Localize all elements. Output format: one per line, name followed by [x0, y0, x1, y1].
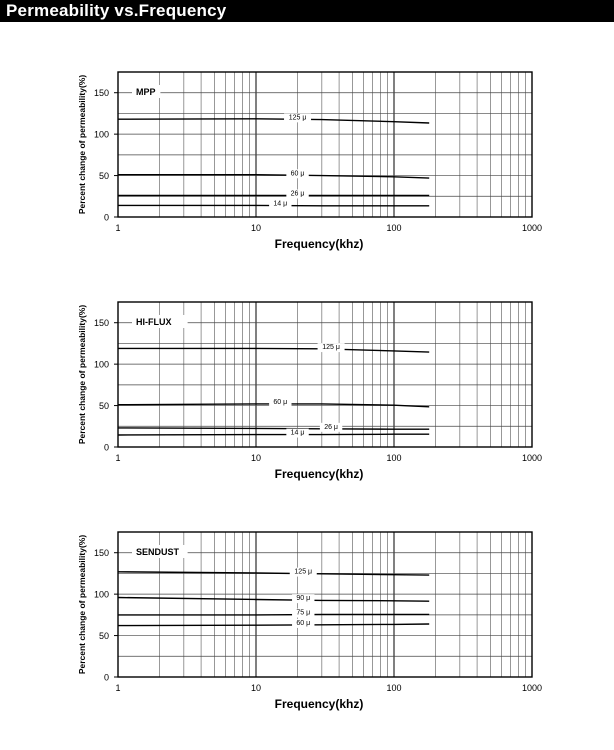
series-label-125: 125 μ — [289, 114, 307, 121]
x-tick-label: 100 — [386, 453, 401, 463]
series-line-60-mpp — [118, 175, 429, 178]
series-line-60-sendust — [118, 624, 429, 626]
x-tick-label: 1000 — [522, 223, 542, 233]
y-tick-label: 150 — [94, 548, 109, 558]
chart-hi-flux — [0, 290, 614, 520]
series-label-60: 60 μ — [296, 620, 310, 627]
y-tick-label: 50 — [99, 631, 109, 641]
x-tick-label: 1000 — [522, 453, 542, 463]
y-tick-label: 150 — [94, 88, 109, 98]
y-tick-label: 50 — [99, 171, 109, 181]
series-line-26-hi-flux — [118, 428, 429, 429]
chart-title: MPP — [136, 87, 156, 97]
y-axis-label: Percent change of permeability(%) — [77, 305, 87, 445]
x-tick-label: 10 — [251, 223, 261, 233]
x-tick-label: 100 — [386, 223, 401, 233]
y-tick-label: 0 — [104, 673, 109, 683]
series-line-125-hi-flux — [118, 348, 429, 352]
series-line-90-sendust — [118, 598, 429, 602]
y-tick-label: 100 — [94, 590, 109, 600]
x-tick-label: 10 — [251, 453, 261, 463]
series-label-60: 60 μ — [291, 170, 305, 177]
x-axis-label: Frequency(khz) — [275, 237, 364, 251]
chart-title: SENDUST — [136, 547, 180, 557]
chart-panel-mpp — [0, 60, 614, 290]
series-label-14: 14 μ — [291, 430, 305, 437]
y-axis-label: Percent change of permeability(%) — [77, 535, 87, 675]
x-axis-label: Frequency(khz) — [275, 697, 364, 711]
x-tick-label: 1 — [115, 453, 120, 463]
x-axis-label: Frequency(khz) — [275, 467, 364, 481]
y-axis-label: Percent change of permeability(%) — [77, 75, 87, 215]
series-label-14: 14 μ — [273, 201, 287, 208]
series-label-125: 125 μ — [322, 344, 340, 351]
series-label-125: 125 μ — [294, 569, 312, 576]
chart-sendust — [0, 520, 614, 716]
series-label-60: 60 μ — [273, 399, 287, 406]
y-tick-label: 150 — [94, 318, 109, 328]
series-label-90: 90 μ — [296, 595, 310, 602]
series-label-26: 26 μ — [324, 424, 338, 431]
y-tick-label: 100 — [94, 360, 109, 370]
y-tick-label: 100 — [94, 130, 109, 140]
series-line-125-mpp — [118, 119, 429, 123]
chart-panel-hi-flux — [0, 290, 614, 520]
x-tick-label: 100 — [386, 683, 401, 693]
x-tick-label: 1 — [115, 683, 120, 693]
series-line-14-hi-flux — [118, 434, 429, 435]
series-label-26: 26 μ — [291, 190, 305, 197]
series-line-75-sendust — [118, 614, 429, 615]
chart-mpp — [0, 60, 614, 290]
y-tick-label: 0 — [104, 443, 109, 453]
x-tick-label: 1000 — [522, 683, 542, 693]
y-tick-label: 50 — [99, 401, 109, 411]
x-tick-label: 1 — [115, 223, 120, 233]
chart-title: HI-FLUX — [136, 317, 172, 327]
header-bar — [0, 0, 614, 22]
series-label-75: 75 μ — [296, 610, 310, 617]
y-tick-label: 0 — [104, 213, 109, 223]
page-title: Permeability vs.Frequency — [6, 1, 226, 21]
x-tick-label: 10 — [251, 683, 261, 693]
